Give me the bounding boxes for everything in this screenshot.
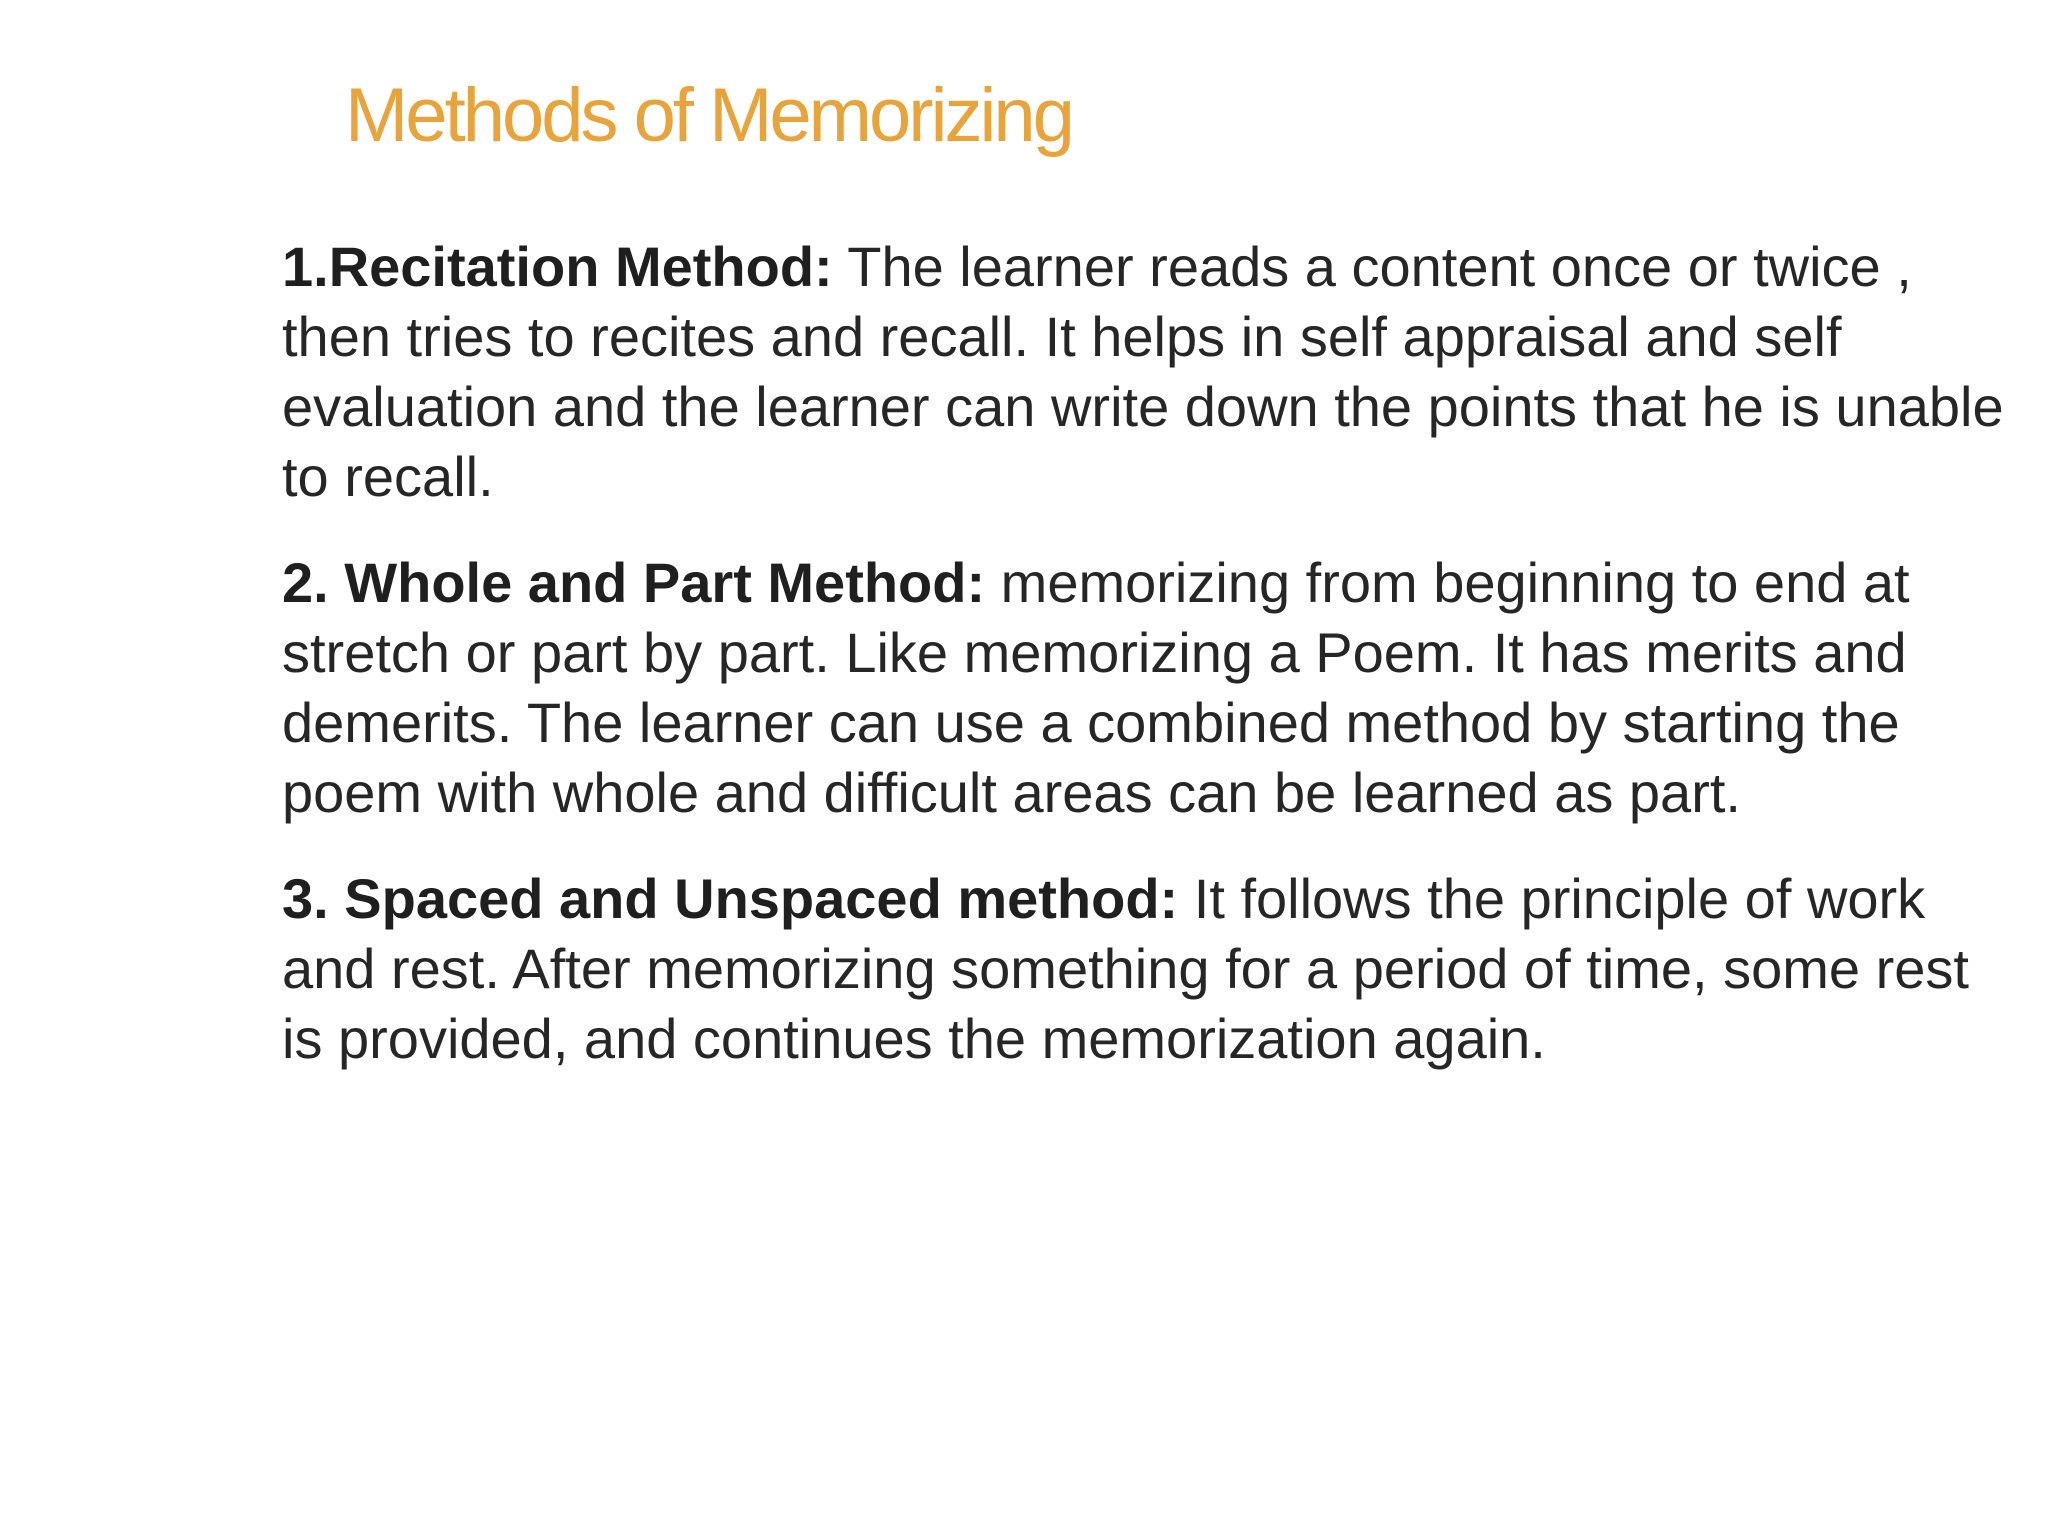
method-description: memorizing from beginning to end at stretch or part by part. Like memorizing a Poem. It has merits and demerits. The learner can use a combined method by starting the poem with whole and difficult areas can be learned as part. (282, 551, 1910, 824)
slide-title: Methods of Memorizing (345, 73, 1072, 158)
method-heading: 2. Whole and Part Method: (282, 551, 986, 614)
method-spaced-and-unspaced (282, 864, 2012, 1074)
method-description: It follows the principle of work and rest. After memorizing something for a period of time, some rest is provided, and continues the memorization again. (282, 867, 1969, 1070)
method-recitation (282, 232, 2012, 512)
method-heading: 3. Spaced and Unspaced method: (282, 867, 1179, 930)
method-whole-and-part (282, 548, 2012, 828)
slide-body (282, 232, 2012, 1110)
method-description: The learner reads a content once or twice , then tries to recites and recall. It helps in self appraisal and self evaluation and the learner can write down the points that he is unable to recall. (282, 235, 2004, 508)
method-heading: 1.Recitation Method: (282, 235, 833, 298)
